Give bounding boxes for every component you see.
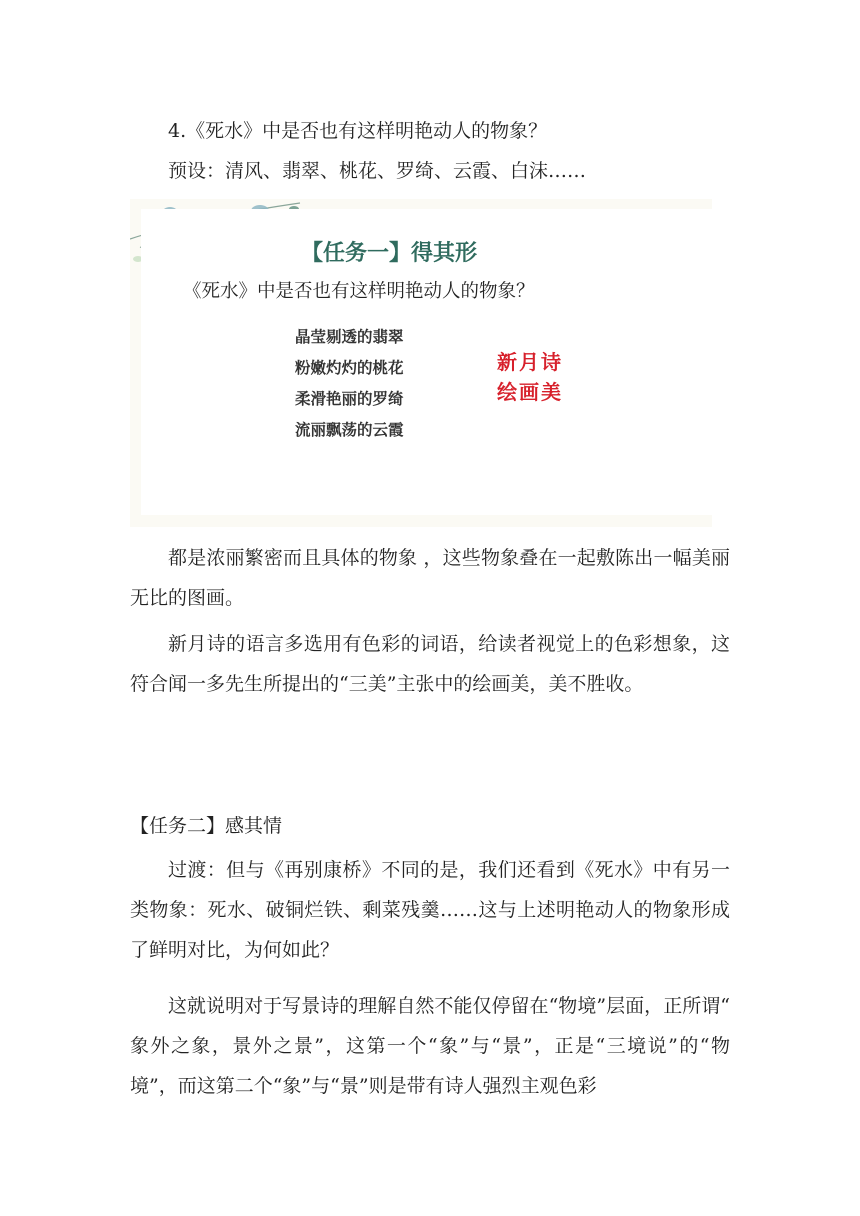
paragraph-1: 都是浓丽繁密而且具体的物象 ，这些物象叠在一起敷陈出一幅美丽无比的图画。 <box>130 547 730 609</box>
slide-question: 《死水》中是否也有这样明艳动人的物象？ <box>183 281 535 302</box>
list-item: 流丽飘荡的云霞 <box>295 421 404 439</box>
paragraph-2: 新月诗的语言多选用有色彩的词语，给读者视觉上的色彩想象，这符合闻一多先生所提出的“三美”主张中的绘画美，美不胜收。 <box>130 633 730 695</box>
slide-title: 【任务一】得其形 <box>301 241 478 266</box>
slide-content <box>141 209 712 515</box>
preset-line: 预设：清风、翡翠、桃花、罗绮、云霞、白沫…… <box>168 160 587 182</box>
task2-heading: 【任务二】感其情 <box>130 815 283 837</box>
question-4: 4.《死水》中是否也有这样明艳动人的物象？ <box>168 120 548 142</box>
list-item: 粉嫩灼灼的桃花 <box>295 359 404 377</box>
paragraph-4: 这就说明对于写景诗的理解自然不能仅停留在“物境”层面，正所谓“ 象外之象，景外之景”，这第一个“象”与“景”，正是“三境说”的“物境”，而这第二个“象”与“景”则是带有诗人强烈主观色彩 <box>130 995 730 1097</box>
stamp-line: 新月诗 <box>497 350 563 374</box>
slide-item-list <box>295 322 404 446</box>
stamp-line: 绘画美 <box>497 380 563 404</box>
list-item: 柔滑艳丽的罗绮 <box>295 390 404 408</box>
paragraph-3: 过渡：但与《再别康桥》不同的是，我们还看到《死水》中有另一类物象：死水、破铜烂铁、剩菜残羹……这与上述明艳动人的物象形成了鲜明对比，为何如此？ <box>130 859 730 961</box>
slide-image <box>130 199 712 527</box>
red-calligraphy-note <box>497 347 563 407</box>
list-item: 晶莹剔透的翡翠 <box>295 328 404 346</box>
